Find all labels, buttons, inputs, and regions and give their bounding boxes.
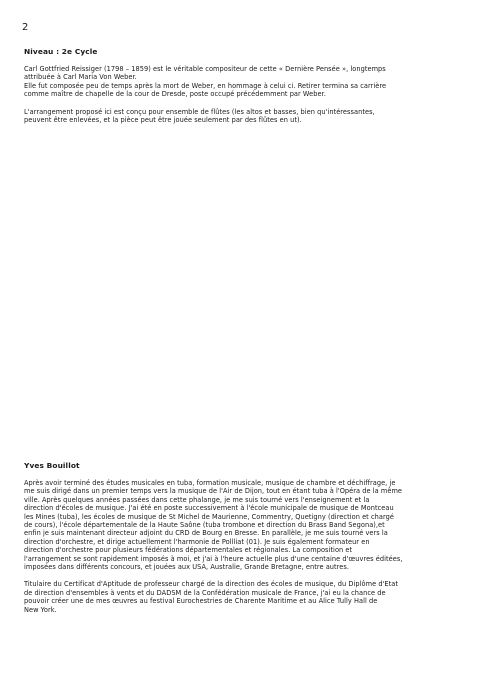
page-number: 2: [22, 22, 29, 33]
text-line: Après avoir terminé des études musicales en tuba, formation musicale, musique de chambre et déchiffrage, je: [24, 479, 396, 487]
arrangement-paragraph: [24, 108, 458, 125]
text-line: pouvoir créer une de mes œuvres au festival Eurochestries de Charente Maritime et au Alice Tully Hall de: [24, 597, 378, 606]
text-line: de cours), l'école départementale de la Haute Saône (tuba trombone et direction du Brass Band Segona),et: [24, 521, 385, 530]
text-line: les Mines (tuba), les écoles de musique de St Michel de Maurienne, Commentry, Quetigny (direction et chargé: [24, 512, 394, 521]
text-line: Elle fut composée peu de temps après la mort de Weber, en hommage à celui ci. Retirer termina sa carrière: [24, 81, 387, 90]
text-line: New York.: [24, 605, 57, 614]
author-heading: Yves Bouillot: [24, 461, 80, 470]
diplomas-paragraph: [24, 580, 458, 614]
text-line: de direction d'ensembles à vents et du DADSM de la Confédération musicale de France, j'ai eu la chance de: [24, 588, 386, 597]
level-section: [24, 47, 458, 133]
text-line: Carl Gottfried Reissiger (1798 – 1859) est le véritable compositeur de cette « Dernière Pensée », longtemps: [24, 65, 386, 73]
text-line: Titulaire du Certificat d'Aptitude de professeur chargé de la direction des écoles de musique, du Diplôme d'Etat: [24, 580, 399, 589]
text-line: imposées dans différents concours, et jouées aux USA, Australie, Grande Bretagne, entre autres.: [24, 563, 350, 572]
text-line: enfin je suis maintenant directeur adjoint du CRD de Bourg en Bresse. En parallèle, je me suis tourné vers la: [24, 529, 388, 538]
text-line: direction d'orchestre pour plusieurs fédérations départementales et régionales. La composition et: [24, 546, 353, 555]
composer-paragraph: [24, 65, 458, 99]
text-line: comme maître de chapelle de la cour de Dresde, poste occupé précédemment par Weber.: [24, 90, 326, 99]
biography-paragraph: [24, 479, 458, 571]
text-line: L'arrangement proposé ici est conçu pour ensemble de flûtes (les altos et basses, bien qu'intéressantes,: [24, 107, 375, 116]
text-line: peuvent être enlevées, et la pièce peut être jouée seulement par des flûtes en ut).: [24, 116, 302, 125]
text-line: me suis dirigé dans un premier temps vers la musique de l'Air de Dijon, tout en étant tuba à l'Opéra de la même: [24, 487, 403, 496]
text-line: attribuée à Carl Maria Von Weber.: [24, 73, 137, 82]
text-line: ville. Après quelques années passées dans cette phalange, je me suis tourné vers l'enseignement et la: [24, 495, 370, 504]
text-line: direction d'écoles de musique. J'ai été en poste successivement à l'école municipale de musique de Montceau: [24, 504, 394, 513]
author-section: [24, 461, 458, 623]
text-line: l'arrangement se sont rapidement imposés à moi, et j'ai à l'heure actuelle plus d'une centaine d'œuvres éditées,: [24, 554, 403, 563]
level-heading: Niveau : 2e Cycle: [24, 47, 98, 56]
text-line: direction d'orchestre, et dirige actuellement l'harmonie de Pollliat (01). Je suis également formateur en: [24, 537, 370, 546]
